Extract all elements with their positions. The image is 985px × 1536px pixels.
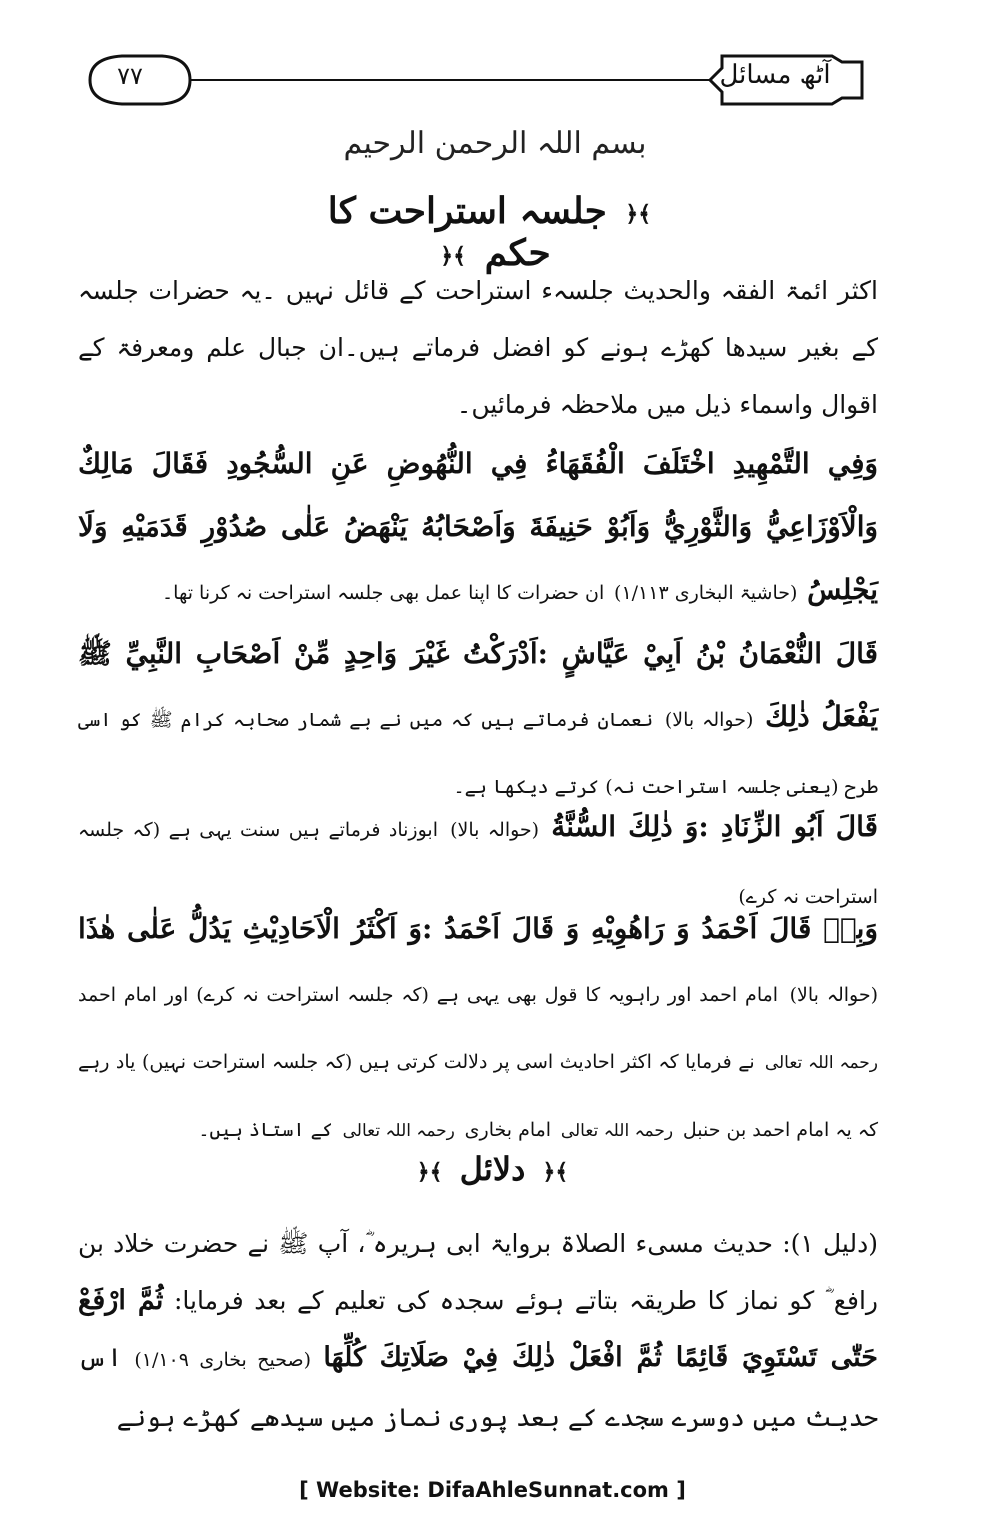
reference: (صحیح بخاری ۱/۱۰۹) xyxy=(134,1349,312,1371)
arabic-quote: وَفِي التَّمْهِيدِ اخْتَلَفَ الْفُقَهَاءُ فِي النُّهُوضِ عَنِ السُّجُودِ فَقَالَ مَالِكٌ وَالْاَوْزَاعِيُّ وَالثَّوْرِيُّ وَاَبُوْ حَنِيفَةَ وَاَصْحَابُهُ يَنْهَضُ عَلٰى صُدُوْرِ قَدَمَيْهِ وَلَا يَجْلِسُ xyxy=(78,447,878,606)
paragraph-ahmad xyxy=(78,897,878,1163)
reference: (حوالہ بالا) xyxy=(664,709,754,731)
dalail-heading-text: دلائل xyxy=(459,1150,526,1188)
honorific: رحمہ اللہ تعالی xyxy=(764,1053,878,1073)
arabic-quote: قَالَ النُّعْمَانُ بْنُ اَبِيْ عَيَّاشٍ :اَدْرَكْتُ غَيْرَ وَاحِدٍ مِّنْ اَصْحَابِ النَّبِيِّ ﷺ يَفْعَلُ ذٰلِكَ xyxy=(78,637,879,733)
urdu-text: حدیث مسیء الصلاۃ بروایۃ ابی ہریرہ ؓ، آپ ﷺ نے حضرت خلاد بن رافع ؓ کو نماز کا طریقہ بتاتے ہوئے سجدہ کی تعلیم کے بعد فرمایا: xyxy=(78,1229,878,1315)
urdu-text: امام بخاری xyxy=(464,1119,552,1141)
urdu-text: نعمان فرماتے ہیں کہ میں نے بے شمار صحابہ کرام ﷺ کو اسی طرح (یعنی جلسہ استراحت نہ) کرتے دیکھا ہے۔ xyxy=(78,709,878,798)
dalail-heading xyxy=(390,1150,595,1188)
honorific: رحمہ اللہ تعالی xyxy=(560,1121,674,1141)
ornament-icon: ﴾﴿ xyxy=(416,1158,443,1185)
section-heading-text: جلسہ استراحت کا حکم xyxy=(327,190,607,274)
ornament-icon: ﴾﴿ xyxy=(440,243,467,269)
ornament-icon: ﴾﴿ xyxy=(625,201,652,227)
honorific: رحمہ اللہ تعالی xyxy=(342,1121,455,1141)
basmala: بسم اللہ الرحمن الرحیم xyxy=(343,126,647,161)
urdu-text: ان حضرات کا اپنا عمل بھی جلسہ استراحت نہ کرنا تھا۔ xyxy=(162,582,605,604)
paragraph-dalil-1 xyxy=(78,1215,878,1446)
paragraph-intro: اکثر ائمۃ الفقہ والحدیث جلسہء استراحت کے قائل نہیں ۔یہ حضرات جلسہ کے بغیر سیدھا کھڑے ہونے کو افضل فرماتے ہیں۔ان جبال علم ومعرفۃ کے اقوال واسماء ذیل میں ملاحظہ فرمائیں۔ xyxy=(78,276,878,419)
arabic-quote: ثُمَّ ارْفَعْ حَتّٰى تَسْتَوِيَ قَائِمًا ثُمَّ افْعَلْ ذٰلِكَ فِيْ صَلَاتِكَ كُلِّهَا xyxy=(78,1285,879,1373)
urdu-text: نے فرمایا کہ اکثر احادیث اسی پر دلالت کرتی ہیں (کہ جلسہ استراحت نہیں) یاد رہے کہ یہ امام احمد بن حنبل xyxy=(78,1051,878,1141)
page-number: ۷۷ xyxy=(117,62,143,90)
reference: (حاشیۃ البخاری ۱/۱۱۳) xyxy=(614,582,798,604)
arabic-quote: قَالَ اَبُو الزِّنَادِ :وَ ذٰلِكَ السُّنَّةُ xyxy=(551,810,879,843)
dalil-label: (دلیل ۱): xyxy=(782,1229,878,1258)
urdu-text: اس حدیث میں دوسرے سجدے کے بعد پوری نماز میں سیدھے کھڑے ہونے xyxy=(78,1343,878,1432)
page-header xyxy=(72,48,880,112)
reference: (حوالہ بالا) xyxy=(789,984,878,1006)
urdu-text: کے استاذ ہیں۔ xyxy=(198,1119,333,1141)
paragraph-tamheed xyxy=(78,432,878,625)
arabic-quote: وَبِهٖ قَالَ اَحْمَدُ وَ رَاهُوِيْهِ وَ قَالَ اَحْمَدُ :وَ اَكْثَرُ الْاَحَادِيْثِ يَدُلُّ عَلٰى هٰذَا xyxy=(78,912,878,945)
reference: (حوالہ بالا) xyxy=(450,819,540,841)
ornament-icon: ﴾﴿ xyxy=(542,1158,569,1185)
paragraph-numan xyxy=(78,622,878,819)
urdu-text: ابوزناد فرماتے ہیں سنت یہی ہے (کہ جلسہ استراحت نہ کرے) xyxy=(78,819,878,908)
urdu-text: امام احمد اور راہویہ کا قول بھی یہی ہے (کہ جلسہ استراحت نہ کرے) اور امام احمد xyxy=(78,984,779,1006)
website-footer: [ Website: DifaAhleSunnat.com ] xyxy=(299,1478,686,1502)
book-title: آٹھ مسائل xyxy=(719,60,831,90)
